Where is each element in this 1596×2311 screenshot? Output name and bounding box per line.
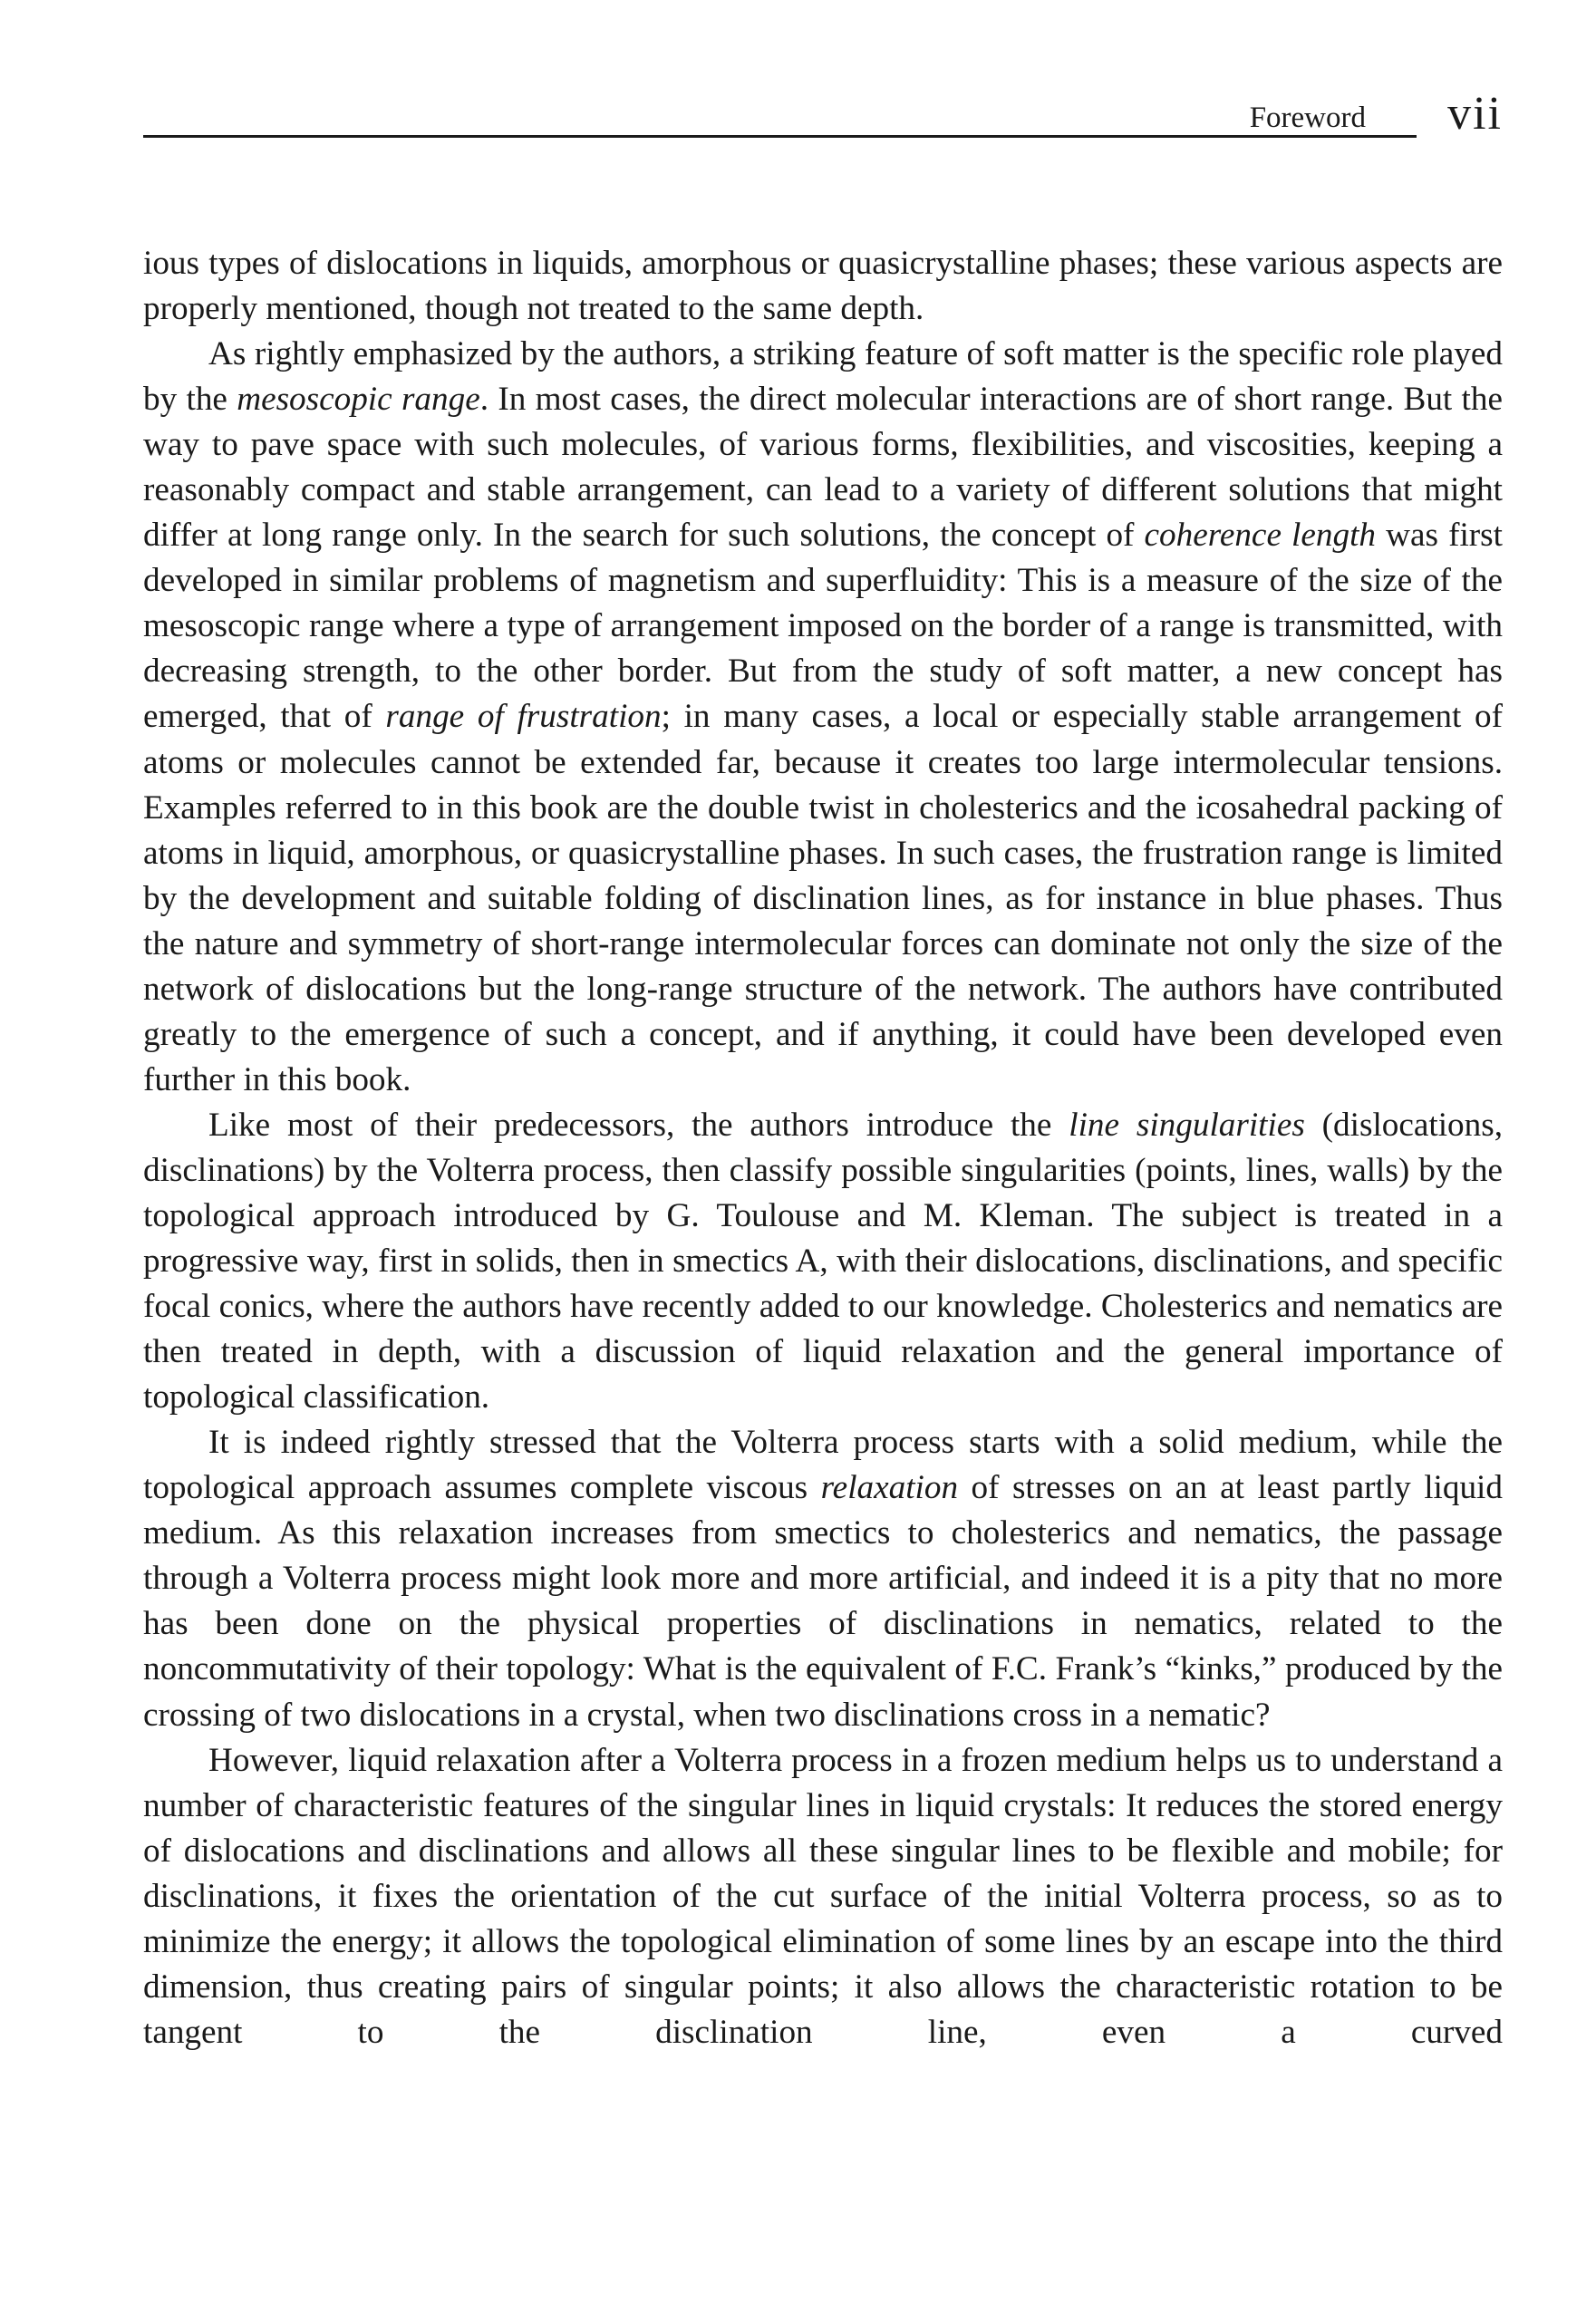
running-head [143,80,1503,145]
text-run: However, liquid relaxation after a Volterra process in a frozen medium helps us to understand a number of characteristic features of the singular lines in liquid crystals: It reduces the stored energy of dislocations and disclinations and allows all these singular lines to be flexible and mobile; for disclinations, it fixes the orientation of the cut surface of the initial Volterra process, so as to minimize the energy; it allows the topological elimination of some lines by an escape into the third dimension, thus creating pairs of singular points; it also allows the characteristic rotation to be tangent to the disclination line, even a curved [143,1741,1503,2051]
emphasis-term: range of frustration [385,698,662,736]
paragraph-liquid-relaxation [143,1738,1503,2055]
text-run: It is indeed rightly stressed that the Volterra process starts with a solid medium, while the topological approach assumes complete viscous [143,1424,1503,1507]
running-head-section-title: Foreword [1249,102,1366,134]
emphasis-term: coherence length [1144,517,1377,555]
text-run: As rightly emphasized by the authors, a striking feature of soft matter is the specific role played by the [143,335,1503,419]
paragraph-mesoscopic-range [143,332,1503,1103]
paragraph-continued [143,241,1503,332]
page-number: vii [1447,88,1503,140]
text-run: ; in many cases, a local or especially stable arrangement of atoms or molecules cannot be extended far, because it creates too large intermolecular tensions. Examples referred to in this book are the double twist in cholesterics and the icosahedral packing of atoms in liquid, amorphous, or quasicrystalline phases. In such cases, the frustration range is limited by the development and suitable folding of disclination lines, as for instance in blue phases. Thus the nature and symmetry of short-range intermolecular forces can dominate not only the size of the network of dislocations but the long-range structure of the network. The authors have contributed greatly to the emergence of such a concept, and if anything, it could have been developed even further in this book. [143,698,1503,1098]
emphasis-term: relaxation [820,1469,959,1507]
paragraph-line-singularities [143,1103,1503,1420]
emphasis-term: line singularities [1069,1106,1305,1144]
text-run: of stresses on an at least partly liquid medium. As this relaxation increases from smectics to cholesterics and nematics, the passage through a Volterra process might look more and more artificial, and indeed it is a pity that no more has been done on the physical properties of disclinations in nematics, related to the noncommutativity of their topology: What is the equivalent of F.C. Frank’s “kinks,” produced by the crossing of two dislocations in a crystal, when two disclinations cross in a nematic? [143,1469,1503,1734]
header-rule [143,135,1417,138]
text-run: ious types of dislocations in liquids, amorphous or quasicrystalline phases; these various aspects are properly mentioned, though not treated to the same depth. [143,245,1503,328]
body-text [143,241,1503,2055]
text-run: Like most of their predecessors, the authors introduce the [208,1106,1069,1144]
emphasis-term: mesoscopic range [237,381,480,419]
paragraph-volterra-process [143,1420,1503,1737]
text-run: (dislocations, disclinations) by the Volterra process, then classify possible singularities (points, lines, walls) by the topological approach introduced by G. Toulouse and M. Kleman. The subject is treated in a progressive way, first in solids, then in smectics A, with their dislocations, disclinations, and specific focal conics, where the authors have recently added to our knowledge. Cholesterics and nematics are then treated in depth, with a discussion of liquid relaxation and the general importance of topological classification. [143,1106,1503,1417]
text-run: was first developed in similar problems of magnetism and superfluidity: This is a measure of the size of the mesoscopic range where a type of arrangement imposed on the border of a range is transmitted, with decreasing strength, to the other border. But from the study of soft matter, a new concept has emerged, that of [143,517,1503,736]
text-run: . In most cases, the direct molecular interactions are of short range. But the way to pave space with such molecules, of various forms, flexibilities, and viscosities, keeping a reasonably compact and stable arrangement, can lead to a variety of different solutions that might differ at long range only. In the search for such solutions, the concept of [143,381,1503,555]
